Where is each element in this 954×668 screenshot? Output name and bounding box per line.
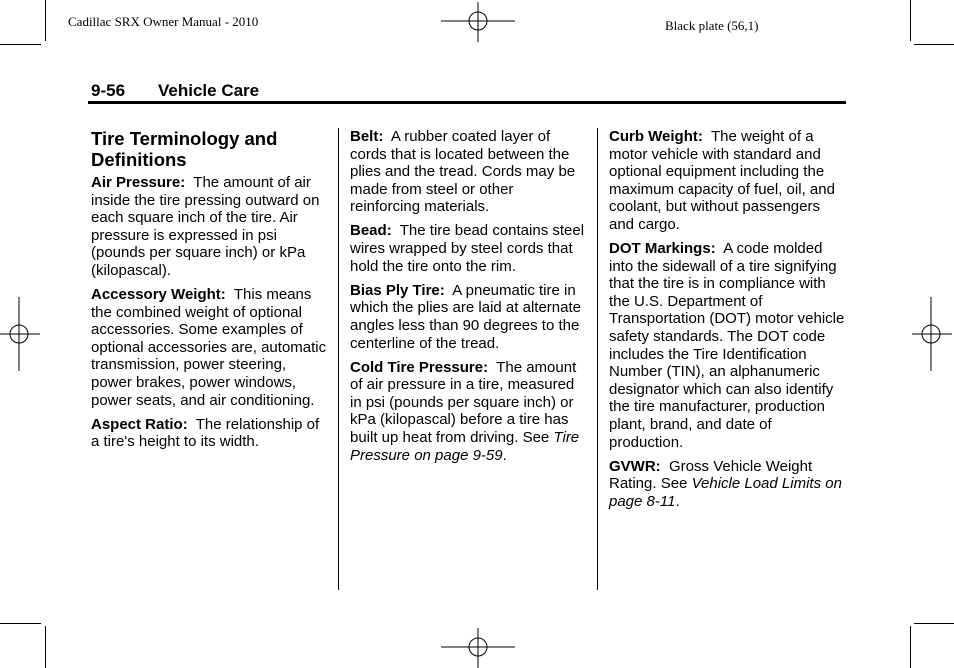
- definition-term: GVWR:: [609, 457, 661, 475]
- header-rule: [88, 101, 846, 104]
- definition-body: This means the combined weight of optional accessories. Some examples of optional accessories are, automatic transmission, power steering, power brakes, power windows, power seats, and air conditioning.: [91, 286, 327, 409]
- registration-mark-icon: [0, 297, 40, 371]
- page-number: 9-56: [91, 81, 126, 100]
- definition-body: The amount of air pressure in a tire, measured in psi (pounds per square inch) or kPa (kilopascal) before a tire has built up heat from driving. See: [350, 358, 577, 446]
- definition-body: The weight of a motor vehicle with standard and optional equipment including the maximum capacity of fuel, oil, and coolant, but without passengers and cargo.: [609, 128, 835, 233]
- definition-body: A code molded into the sidewall of a tire signifying that the tire is in compliance with the U.S. Department of Transportation (DOT) motor vehicle safety standards. The DOT code includes the Tire Identification Number (TIN), an alphanumeric designator which can also identify the tire manufacturer, production plant, brand, and date of production.: [609, 240, 845, 451]
- definition-entry: [609, 240, 845, 451]
- slug-left: Cadillac SRX Owner Manual - 2010: [68, 14, 259, 29]
- definition-term: Curb Weight:: [609, 128, 703, 145]
- definition-entry: [91, 286, 327, 409]
- definition-entry: [350, 282, 586, 352]
- definition-term: Bias Ply Tire:: [350, 281, 445, 299]
- slug-right: Black plate (56,1): [665, 18, 759, 33]
- crop-mark: [0, 623, 41, 624]
- definition-entry: [609, 128, 845, 234]
- column-2: [350, 128, 586, 471]
- crop-mark: [45, 626, 46, 668]
- definition-term: Accessory Weight:: [91, 286, 226, 304]
- crop-mark: [914, 623, 954, 624]
- section-title: Vehicle Care: [158, 81, 260, 100]
- definition-body: Gross Vehicle Weight Rating. See: [609, 457, 813, 493]
- crop-mark: [0, 44, 41, 45]
- crop-mark: [910, 0, 911, 41]
- column-1: [91, 128, 327, 457]
- definition-body: The relationship of a tire's height to its width.: [91, 415, 320, 451]
- page-title: Tire Terminology and Definitions: [91, 128, 278, 170]
- cross-reference-link[interactable]: Vehicle Load Limits on page 8-11: [609, 475, 842, 510]
- definition-entry: [91, 174, 327, 280]
- crop-mark: [910, 626, 911, 668]
- definition-entry: [91, 416, 327, 451]
- definition-body: A pneumatic tire in which the plies are laid at alternate angles less than 90 degrees to the centerline of the tread.: [350, 281, 581, 352]
- column-3: [609, 128, 845, 517]
- crop-mark: [914, 44, 954, 45]
- cross-reference-link[interactable]: Tire Pressure on page 9-59: [350, 429, 580, 464]
- definition-term: Belt:: [350, 128, 384, 145]
- column-divider: [597, 128, 598, 590]
- registration-mark-icon: [912, 297, 952, 371]
- definition-term: Aspect Ratio:: [91, 415, 188, 433]
- registration-mark-icon: [441, 628, 515, 668]
- definition-entry: Cold Tire Pressure: The amount of air pressure in a tire, measured in psi (pounds per square inch) or kPa (kilopascal) before a tire has built up heat from driving. See Tire Pressure on page 9-59.: [350, 358, 580, 464]
- definition-entry: [350, 222, 586, 275]
- definition-body: A rubber coated layer of cords that is located between the plies and the tread. Cords may be made from steel or other reinforcing materials.: [350, 128, 576, 216]
- definition-entry: GVWR: Gross Vehicle Weight Rating. See Vehicle Load Limits on page 8-11.: [609, 457, 842, 510]
- column-divider: [338, 128, 339, 590]
- definition-body: The amount of air inside the tire pressing outward on each square inch of the tire. Air pressure is expressed in psi (pounds per square inch) or kPa (kilopascal).: [91, 174, 320, 279]
- definition-body: The tire bead contains steel wires wrapped by steel cords that hold the tire onto the rim.: [350, 222, 585, 275]
- definition-term: DOT Markings:: [609, 240, 716, 258]
- crop-mark: [45, 0, 46, 41]
- definition-entry: [350, 128, 586, 216]
- registration-mark-icon: [441, 2, 515, 42]
- definition-term: Bead:: [350, 222, 392, 240]
- definition-term: Cold Tire Pressure:: [350, 358, 489, 376]
- running-header: [91, 81, 259, 101]
- definition-term: Air Pressure:: [91, 174, 186, 191]
